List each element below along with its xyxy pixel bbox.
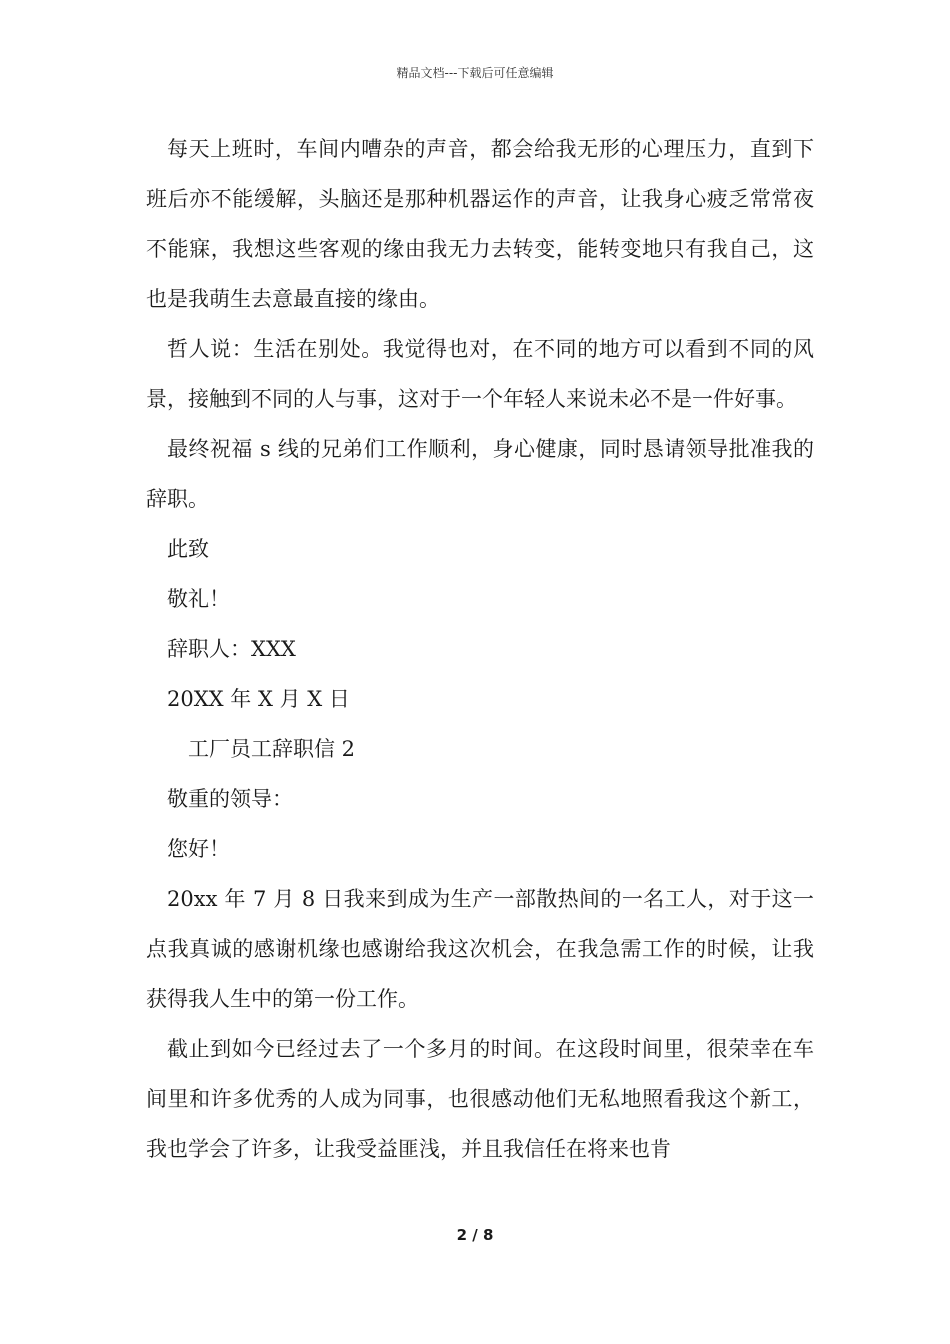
- letter-2-greeting: 您好！: [167, 837, 230, 861]
- page-header: 精品文档---下载后可任意编辑: [396, 66, 554, 80]
- closing-cizhi: 此致: [167, 537, 209, 561]
- document-body: [146, 124, 814, 1174]
- letter-2-title: 工厂员工辞职信 2: [188, 737, 356, 761]
- letter-2-salutation: 敬重的领导：: [167, 787, 293, 811]
- paragraph-2: 哲人说：生活在别处。我觉得也对，在不同的地方可以看到不同的风景，接触到不同的人与事，这对于一个年轻人来说未必不是一件好事。: [146, 337, 814, 411]
- page-number: 2 / 8: [456, 1226, 494, 1244]
- paragraph-1: 每天上班时，车间内嘈杂的声音，都会给我无形的心理压力，直到下班后亦不能缓解，头脑还是那种机器运作的声音，让我身心疲乏常常夜不能寐，我想这些客观的缘由我无力去转变，能转变地只有我自己，这也是我萌生去意最直接的缘由。: [146, 137, 814, 311]
- paragraph-3: 最终祝福 s 线的兄弟们工作顺利，身心健康，同时恳请领导批准我的辞职。: [146, 437, 814, 511]
- letter-2-paragraph-1: 20xx 年 7 月 8 日我来到成为生产一部散热间的一名工人，对于这一点我真诚的感谢机缘也感谢给我这次机会，在我急需工作的时候，让我获得我人生中的第一份工作。: [146, 887, 814, 1011]
- signer: 辞职人：XXX: [167, 637, 296, 661]
- date: 20XX 年 X 月 X 日: [167, 687, 350, 711]
- letter-2-paragraph-2: 截止到如今已经过去了一个多月的时间。在这段时间里，很荣幸在车间里和许多优秀的人成为同事，也很感动他们无私地照看我这个新工，我也学会了许多，让我受益匪浅，并且我信任在将来也肯: [146, 1037, 814, 1161]
- closing-jingli: 敬礼！: [167, 587, 230, 611]
